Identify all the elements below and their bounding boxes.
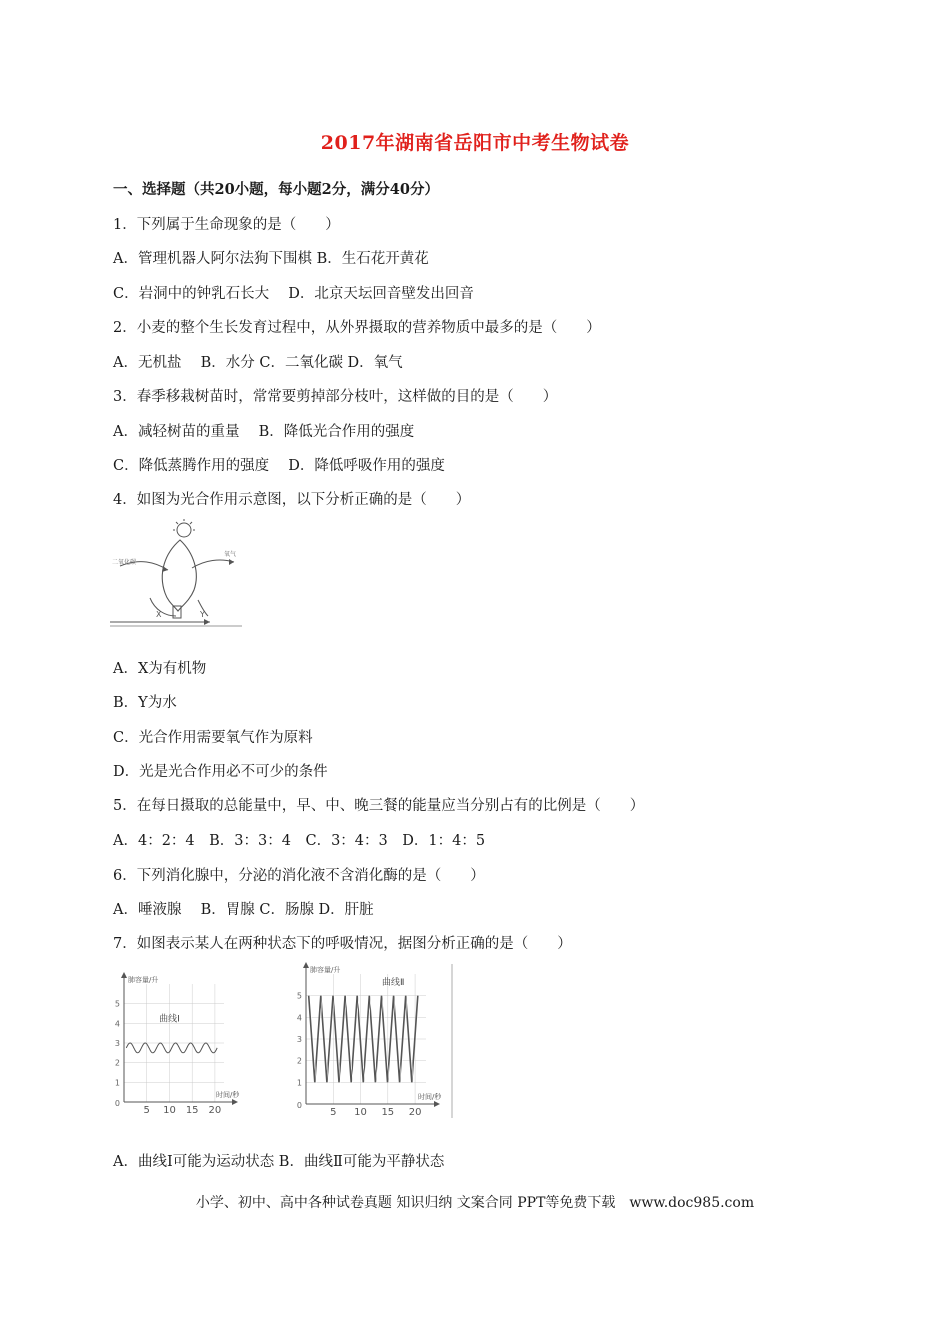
- chart-title: 曲线Ⅱ: [382, 977, 405, 988]
- y-axis-arrow: [303, 962, 309, 968]
- question-5-options: A．4：2：4 B．3：3：4 C．3：4：3 D．1：4：5: [113, 833, 486, 849]
- question-7-stem: 7．如图表示某人在两种状态下的呼吸情况，据图分析正确的是（ ）: [113, 936, 572, 952]
- x-tick-label: 10: [354, 1107, 367, 1118]
- x-axis-arrow: [434, 1101, 440, 1107]
- y-tick-label: 5: [114, 999, 120, 1009]
- label-carbon-dioxide: 二氧化碳: [112, 559, 137, 566]
- sun-icon: [173, 519, 195, 537]
- y-tick-label: 1: [296, 1078, 302, 1088]
- x-tick-label: 5: [330, 1107, 337, 1118]
- chart-title: 曲线Ⅰ: [159, 1014, 180, 1025]
- question-3-stem: 3．春季移栽树苗时，常常要剪掉部分枝叶，这样做的目的是（ ）: [113, 389, 558, 405]
- y-tick-label: 5: [296, 991, 302, 1001]
- y-axis-label: 肺容量/升: [128, 976, 159, 984]
- question-7-options-ab: A．曲线Ⅰ可能为运动状态 B．曲线Ⅱ可能为平静状态: [113, 1154, 445, 1170]
- chart-curve-2: [292, 962, 457, 1120]
- x-tick-label: 10: [163, 1105, 176, 1116]
- question-3-options-ab: A．减轻树苗的重量 B．降低光合作用的强度: [113, 424, 415, 440]
- y-tick-label: 2: [296, 1056, 302, 1066]
- question-2-stem: 2．小麦的整个生长发育过程中，从外界摄取的营养物质中最多的是（ ）: [113, 320, 601, 336]
- x-axis-arrow: [232, 1099, 238, 1105]
- page-title: 2017年湖南省岳阳市中考生物试卷: [320, 132, 630, 154]
- y-tick-label: 2: [114, 1058, 120, 1068]
- x-tick-label: 15: [185, 1105, 199, 1116]
- x-axis-label: 时间/秒: [418, 1093, 442, 1101]
- label-y: Y: [200, 610, 205, 619]
- question-2-options: A．无机盐 B．水分 C．二氧化碳 D．氧气: [113, 355, 403, 371]
- y-tick-label: 3: [114, 1039, 120, 1048]
- x-tick-label: 20: [408, 1107, 422, 1118]
- x-tick-label: 15: [381, 1107, 395, 1118]
- question-1-stem: 1．下列属于生命现象的是（ ）: [113, 217, 340, 233]
- y-axis-label: 肺容量/升: [310, 966, 341, 974]
- section-heading: 一、选择题（共20小题，每小题2分，满分40分）: [113, 181, 439, 198]
- chart-curve-1: [110, 966, 245, 1116]
- y-tick-label: 4: [114, 1019, 120, 1029]
- question-4-option-b: B．Y为水: [113, 695, 177, 711]
- y-tick-label: 1: [114, 1078, 120, 1088]
- x-tick-label: 5: [143, 1105, 150, 1116]
- y-axis-arrow: [121, 972, 127, 978]
- question-6-options: A．唾液腺 B．胃腺 C．肠腺 D．肝脏: [113, 902, 374, 918]
- label-x: X: [156, 610, 162, 619]
- question-5-stem: 5．在每日摄取的总能量中，早、中、晚三餐的能量应当分别占有的比例是（ ）: [113, 798, 645, 814]
- question-4-option-a: A．X为有机物: [113, 661, 207, 677]
- question-4-stem: 4．如图为光合作用示意图，以下分析正确的是（ ）: [113, 492, 471, 508]
- question-3-options-cd: C．降低蒸腾作用的强度 D．降低呼吸作用的强度: [113, 458, 445, 474]
- question-1-options-cd: C．岩洞中的钟乳石长大 D．北京天坛回音壁发出回音: [113, 286, 474, 302]
- photosynthesis-diagram: [110, 518, 245, 630]
- question-4-option-c: C．光合作用需要氧气作为原料: [113, 730, 313, 746]
- origin-label: 0: [296, 1101, 302, 1110]
- series-line: [126, 1043, 217, 1053]
- y-tick-label: 4: [296, 1013, 302, 1023]
- x-axis-label: 时间/秒: [216, 1091, 240, 1099]
- y-tick-label: 3: [296, 1035, 302, 1044]
- page-footer: 小学、初中、高中各种试卷真题 知识归纳 文案合同 PPT等免费下载 www.doc985.com: [195, 1195, 755, 1211]
- leaf-shape: [162, 540, 196, 611]
- question-6-stem: 6．下列消化腺中，分泌的消化液不含消化酶的是（ ）: [113, 868, 485, 884]
- question-1-options-ab: A．管理机器人阿尔法狗下围棋 B．生石花开黄花: [113, 251, 429, 267]
- question-4-option-d: D．光是光合作用必不可少的条件: [113, 764, 328, 780]
- label-oxygen: 氧气: [224, 551, 237, 558]
- x-tick-label: 20: [208, 1105, 222, 1116]
- origin-label: 0: [114, 1099, 120, 1108]
